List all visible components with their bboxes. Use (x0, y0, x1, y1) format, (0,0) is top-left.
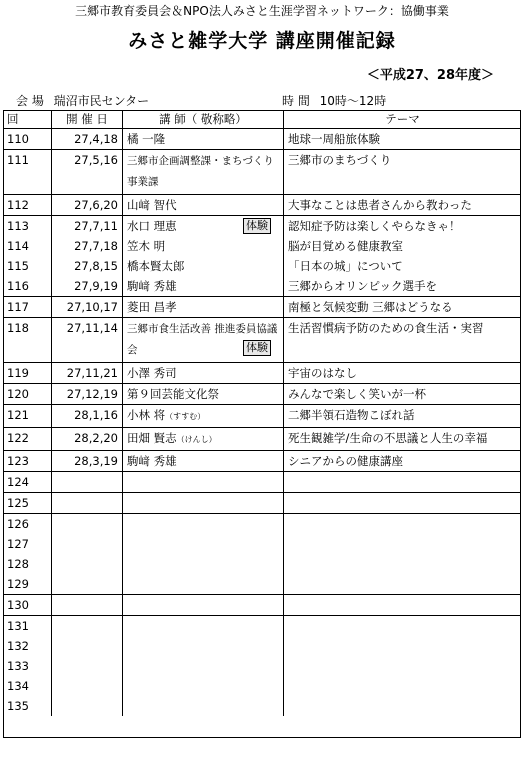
column-header-lecturer: 講 師（ 敬称略） (123, 111, 284, 129)
fiscal-period: ＜平成27、28年度＞ (366, 68, 494, 83)
session-number: 123 (3, 451, 52, 472)
table-row (3, 534, 521, 554)
lecturer-cell (123, 574, 284, 595)
session-date: 27,12,19 (52, 384, 123, 405)
session-date: 27,11,21 (52, 363, 123, 384)
table-row (3, 696, 521, 716)
session-date: 27,5,16 (52, 150, 123, 195)
table-row (3, 616, 521, 637)
venue-value: 瑞沼市民センター (53, 94, 150, 108)
session-number: 122 (3, 428, 52, 451)
lecturer-name: 駒﨑 秀雄 (127, 279, 177, 293)
hands-on-badge: 体験 (243, 218, 271, 234)
table-row (3, 493, 521, 514)
lecture-theme (284, 696, 522, 716)
session-date: 27,6,20 (52, 195, 123, 216)
lecture-theme (284, 636, 522, 656)
column-header-date: 開 催 日 (52, 111, 123, 129)
table-body (3, 129, 521, 717)
session-number: 111 (3, 150, 52, 195)
lecturer-cell (123, 297, 284, 318)
lecturer-cell (123, 384, 284, 405)
lecturer-cell (123, 514, 284, 535)
lecture-theme (284, 554, 522, 574)
session-date (52, 574, 123, 595)
table-row (3, 656, 521, 676)
table-row (3, 384, 521, 405)
lecturer-name: 三郷市企画調整課・まちづくり事業課 (127, 155, 274, 188)
lecturer-name: 田畑 賢志 (127, 431, 177, 445)
lecturer-name: 小林 将 (127, 408, 166, 422)
session-number: 113 (3, 216, 52, 237)
venue-label: 会 場 (16, 94, 44, 108)
session-number: 125 (3, 493, 52, 514)
session-date: 27,9,19 (52, 276, 123, 297)
session-number: 114 (3, 236, 52, 256)
session-number: 135 (3, 696, 52, 716)
session-number: 121 (3, 405, 52, 428)
lecture-theme: 地球一周船旅体験 (284, 129, 522, 150)
table-row (3, 428, 521, 451)
lecturer-name: 笠木 明 (127, 239, 166, 253)
table-header-row (3, 111, 521, 129)
lecture-theme (284, 514, 522, 535)
column-header-number: 回 (3, 111, 52, 129)
lecture-theme (284, 616, 522, 637)
table-row (3, 150, 521, 195)
lecture-theme: 大事なことは患者さんから教わった (284, 195, 522, 216)
lecturer-reading: （けんし） (176, 435, 217, 444)
session-date: 27,10,17 (52, 297, 123, 318)
lecturer-cell (123, 150, 284, 195)
venue-info (16, 92, 155, 109)
session-date: 28,2,20 (52, 428, 123, 451)
session-number: 133 (3, 656, 52, 676)
lecture-theme: 南極と気候変動 三郷はどうなる (284, 297, 522, 318)
session-date (52, 636, 123, 656)
session-date: 27,7,18 (52, 236, 123, 256)
lecturer-cell (123, 616, 284, 637)
lecture-theme: 死生観雑学/生命の不思議と人生の幸福 (284, 428, 522, 451)
session-number: 119 (3, 363, 52, 384)
session-date (52, 534, 123, 554)
session-number: 134 (3, 676, 52, 696)
time-label: 時 間 (282, 94, 310, 108)
lecturer-name: 水口 理恵 (127, 219, 177, 233)
page-title: みさと雑学大学 講座開催記録 (128, 30, 396, 52)
table-row (3, 451, 521, 472)
lecture-theme: 「日本の城」について (288, 259, 403, 273)
lecturer-cell (123, 428, 284, 451)
column-header-theme: テーマ (284, 111, 522, 129)
lecture-record-table (3, 110, 521, 716)
lecturer-cell (123, 216, 284, 237)
lecturer-cell (123, 676, 284, 696)
lecturer-cell (123, 534, 284, 554)
session-date: 28,3,19 (52, 451, 123, 472)
lecturer-cell (123, 363, 284, 384)
lecture-theme (284, 574, 522, 595)
session-date (52, 616, 123, 637)
table-row (3, 216, 521, 237)
lecturer-name: 橋本賢太郎 (127, 259, 185, 273)
lecture-theme: みんなで楽しく笑いが一杯 (284, 384, 522, 405)
lecture-theme: 認知症予防は楽しくやらなきゃ！ (288, 219, 461, 233)
session-number: 112 (3, 195, 52, 216)
lecture-theme (284, 472, 522, 493)
session-date (52, 696, 123, 716)
lecture-theme: 宇宙のはなし (284, 363, 522, 384)
lecture-theme: シニアからの健康講座 (284, 451, 522, 472)
table-row (3, 472, 521, 493)
lecturer-reading: （すすむ） (165, 412, 206, 421)
session-date (52, 554, 123, 574)
lecturer-cell (123, 493, 284, 514)
table-row (3, 363, 521, 384)
lecturer-cell (123, 656, 284, 676)
lecture-theme (284, 534, 522, 554)
session-number: 116 (3, 276, 52, 297)
lecturer-cell (123, 595, 284, 616)
lecturer-name: 三郷市食生活改善 推進委員協議会 (127, 323, 278, 356)
lecture-theme (284, 493, 522, 514)
lecturer-name: 山﨑 智代 (127, 198, 177, 212)
session-number: 120 (3, 384, 52, 405)
lecturer-name: 小澤 秀司 (127, 366, 177, 380)
table-row (3, 514, 521, 535)
session-date: 27,8,15 (52, 256, 123, 276)
lecturer-cell (123, 636, 284, 656)
time-value: 10時～12時 (319, 94, 387, 108)
table-row (3, 318, 521, 363)
lecturer-name: 橘 一隆 (127, 132, 166, 146)
session-date (52, 472, 123, 493)
session-number: 115 (3, 256, 52, 276)
organizer-line: 三郷市教育委員会＆NPO法人みさと生涯学習ネットワーク：協働事業 (75, 4, 449, 18)
lecture-theme: 二郷半領石造物こぼれ話 (284, 405, 522, 428)
lecture-theme (284, 656, 522, 676)
session-date: 28,1,16 (52, 405, 123, 428)
table-row (3, 554, 521, 574)
lecturer-cell (123, 236, 284, 256)
table-row (3, 297, 521, 318)
session-number: 118 (3, 318, 52, 363)
session-number: 132 (3, 636, 52, 656)
session-date (52, 676, 123, 696)
session-number: 128 (3, 554, 52, 574)
lecturer-name: 菱田 昌孝 (127, 300, 177, 314)
session-date (52, 656, 123, 676)
session-number: 124 (3, 472, 52, 493)
table-row (3, 595, 521, 616)
table-row (3, 676, 521, 696)
lecture-theme (284, 595, 522, 616)
table-row (3, 574, 521, 595)
lecture-theme: 三郷市のまちづくり (284, 150, 522, 195)
lecturer-name: 駒﨑 秀雄 (127, 454, 177, 468)
session-number: 126 (3, 514, 52, 535)
table-row (3, 276, 521, 297)
lecture-theme: 脳が目覚める健康教室 (288, 239, 403, 253)
lecturer-cell (123, 195, 284, 216)
session-date (52, 595, 123, 616)
lecturer-cell (123, 451, 284, 472)
session-date (52, 514, 123, 535)
lecturer-cell (123, 696, 284, 716)
lecturer-name: 第９回芸能文化祭 (127, 387, 219, 401)
session-date: 27,11,14 (52, 318, 123, 363)
session-number: 129 (3, 574, 52, 595)
session-number: 110 (3, 129, 52, 150)
lecture-theme: 三郷からオリンピック選手を (284, 276, 522, 297)
lecturer-cell (123, 318, 284, 363)
session-number: 117 (3, 297, 52, 318)
table-row (3, 195, 521, 216)
session-date (52, 493, 123, 514)
session-date: 27,4,18 (52, 129, 123, 150)
table-row (3, 236, 521, 256)
session-number: 127 (3, 534, 52, 554)
table-row (3, 405, 521, 428)
lecturer-cell (123, 256, 284, 276)
table-row (3, 129, 521, 150)
hands-on-badge: 体験 (243, 340, 271, 356)
session-number: 131 (3, 616, 52, 637)
time-info (282, 92, 392, 109)
session-date: 27,7,11 (52, 216, 123, 237)
lecturer-cell (123, 405, 284, 428)
lecture-theme (284, 676, 522, 696)
table-row (3, 256, 521, 276)
lecture-theme: 生活習慣病予防のための食生活・実習 (284, 318, 522, 363)
lecturer-cell (123, 276, 284, 297)
table-row (3, 636, 521, 656)
session-number: 130 (3, 595, 52, 616)
lecturer-cell (123, 472, 284, 493)
lecturer-cell (123, 554, 284, 574)
lecturer-cell (123, 129, 284, 150)
